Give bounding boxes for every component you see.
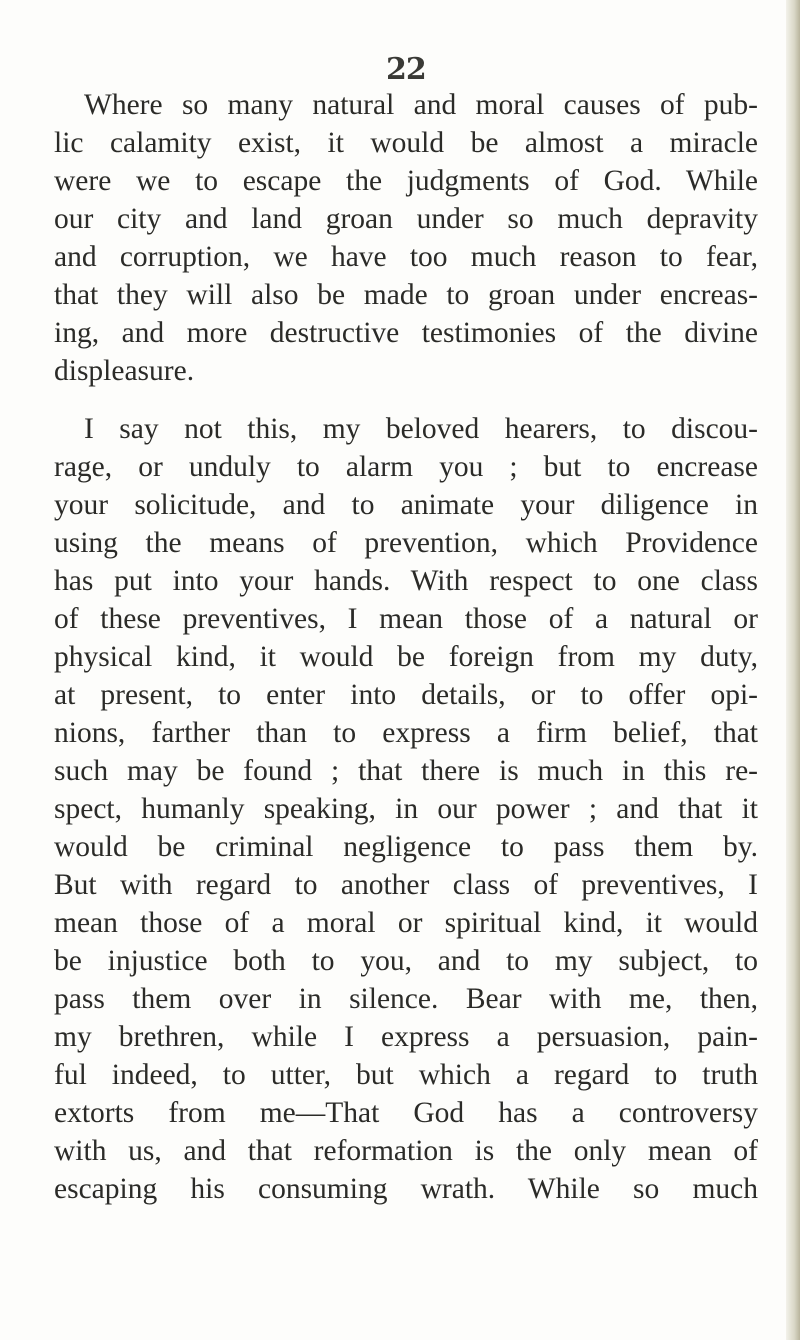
text-line: and corruption, we have too much reason to fear, [54,241,758,273]
text-line: But with regard to another class of preventives, I [54,869,758,901]
text-line: rage, or unduly to alarm you ; but to encrease [54,451,758,483]
text-line: such may be found ; that there is much in this re- [54,755,758,787]
text-line: Where so many natural and moral causes of pub- [84,89,758,121]
text-line: displeasure. [54,355,195,387]
text-line: were we to escape the judgments of God. While [54,165,758,197]
text-line: escaping his consuming wrath. While so much [54,1173,758,1205]
text-line: my brethren, while I express a persuasion, pain- [54,1021,758,1053]
text-line: your solicitude, and to animate your diligence in [54,489,758,521]
text-line: of these preventives, I mean those of a natural or [54,603,758,635]
text-line: at present, to enter into details, or to offer opi- [54,679,758,711]
text-line: has put into your hands. With respect to one class [54,565,758,597]
text-line: would be criminal negligence to pass them by. [54,831,758,863]
text-line: that they will also be made to groan under encreas- [54,279,758,311]
text-line: be injustice both to you, and to my subject, to [54,945,758,977]
text-line: our city and land groan under so much depravity [54,203,758,235]
text-line: nions, farther than to express a firm belief, that [54,717,758,749]
text-line: pass them over in silence. Bear with me, then, [54,983,758,1015]
text-line: using the means of prevention, which Providence [54,527,758,559]
text-line: lic calamity exist, it would be almost a miracle [54,127,758,159]
page-number: 22 [386,52,426,87]
text-line: physical kind, it would be foreign from my duty, [54,641,758,673]
text-line: ing, and more destructive testimonies of the divine [54,317,758,349]
text-line: with us, and that reformation is the only mean of [54,1135,758,1167]
page-edge-shadow [786,0,800,1340]
text-line: ful indeed, to utter, but which a regard to truth [54,1059,758,1091]
text-line: mean those of a moral or spiritual kind, it would [54,907,758,939]
text-line: extorts from me—That God has a controversy [54,1097,758,1129]
text-line: I say not this, my beloved hearers, to discou- [84,413,758,445]
text-line: spect, humanly speaking, in our power ; and that it [54,793,758,825]
